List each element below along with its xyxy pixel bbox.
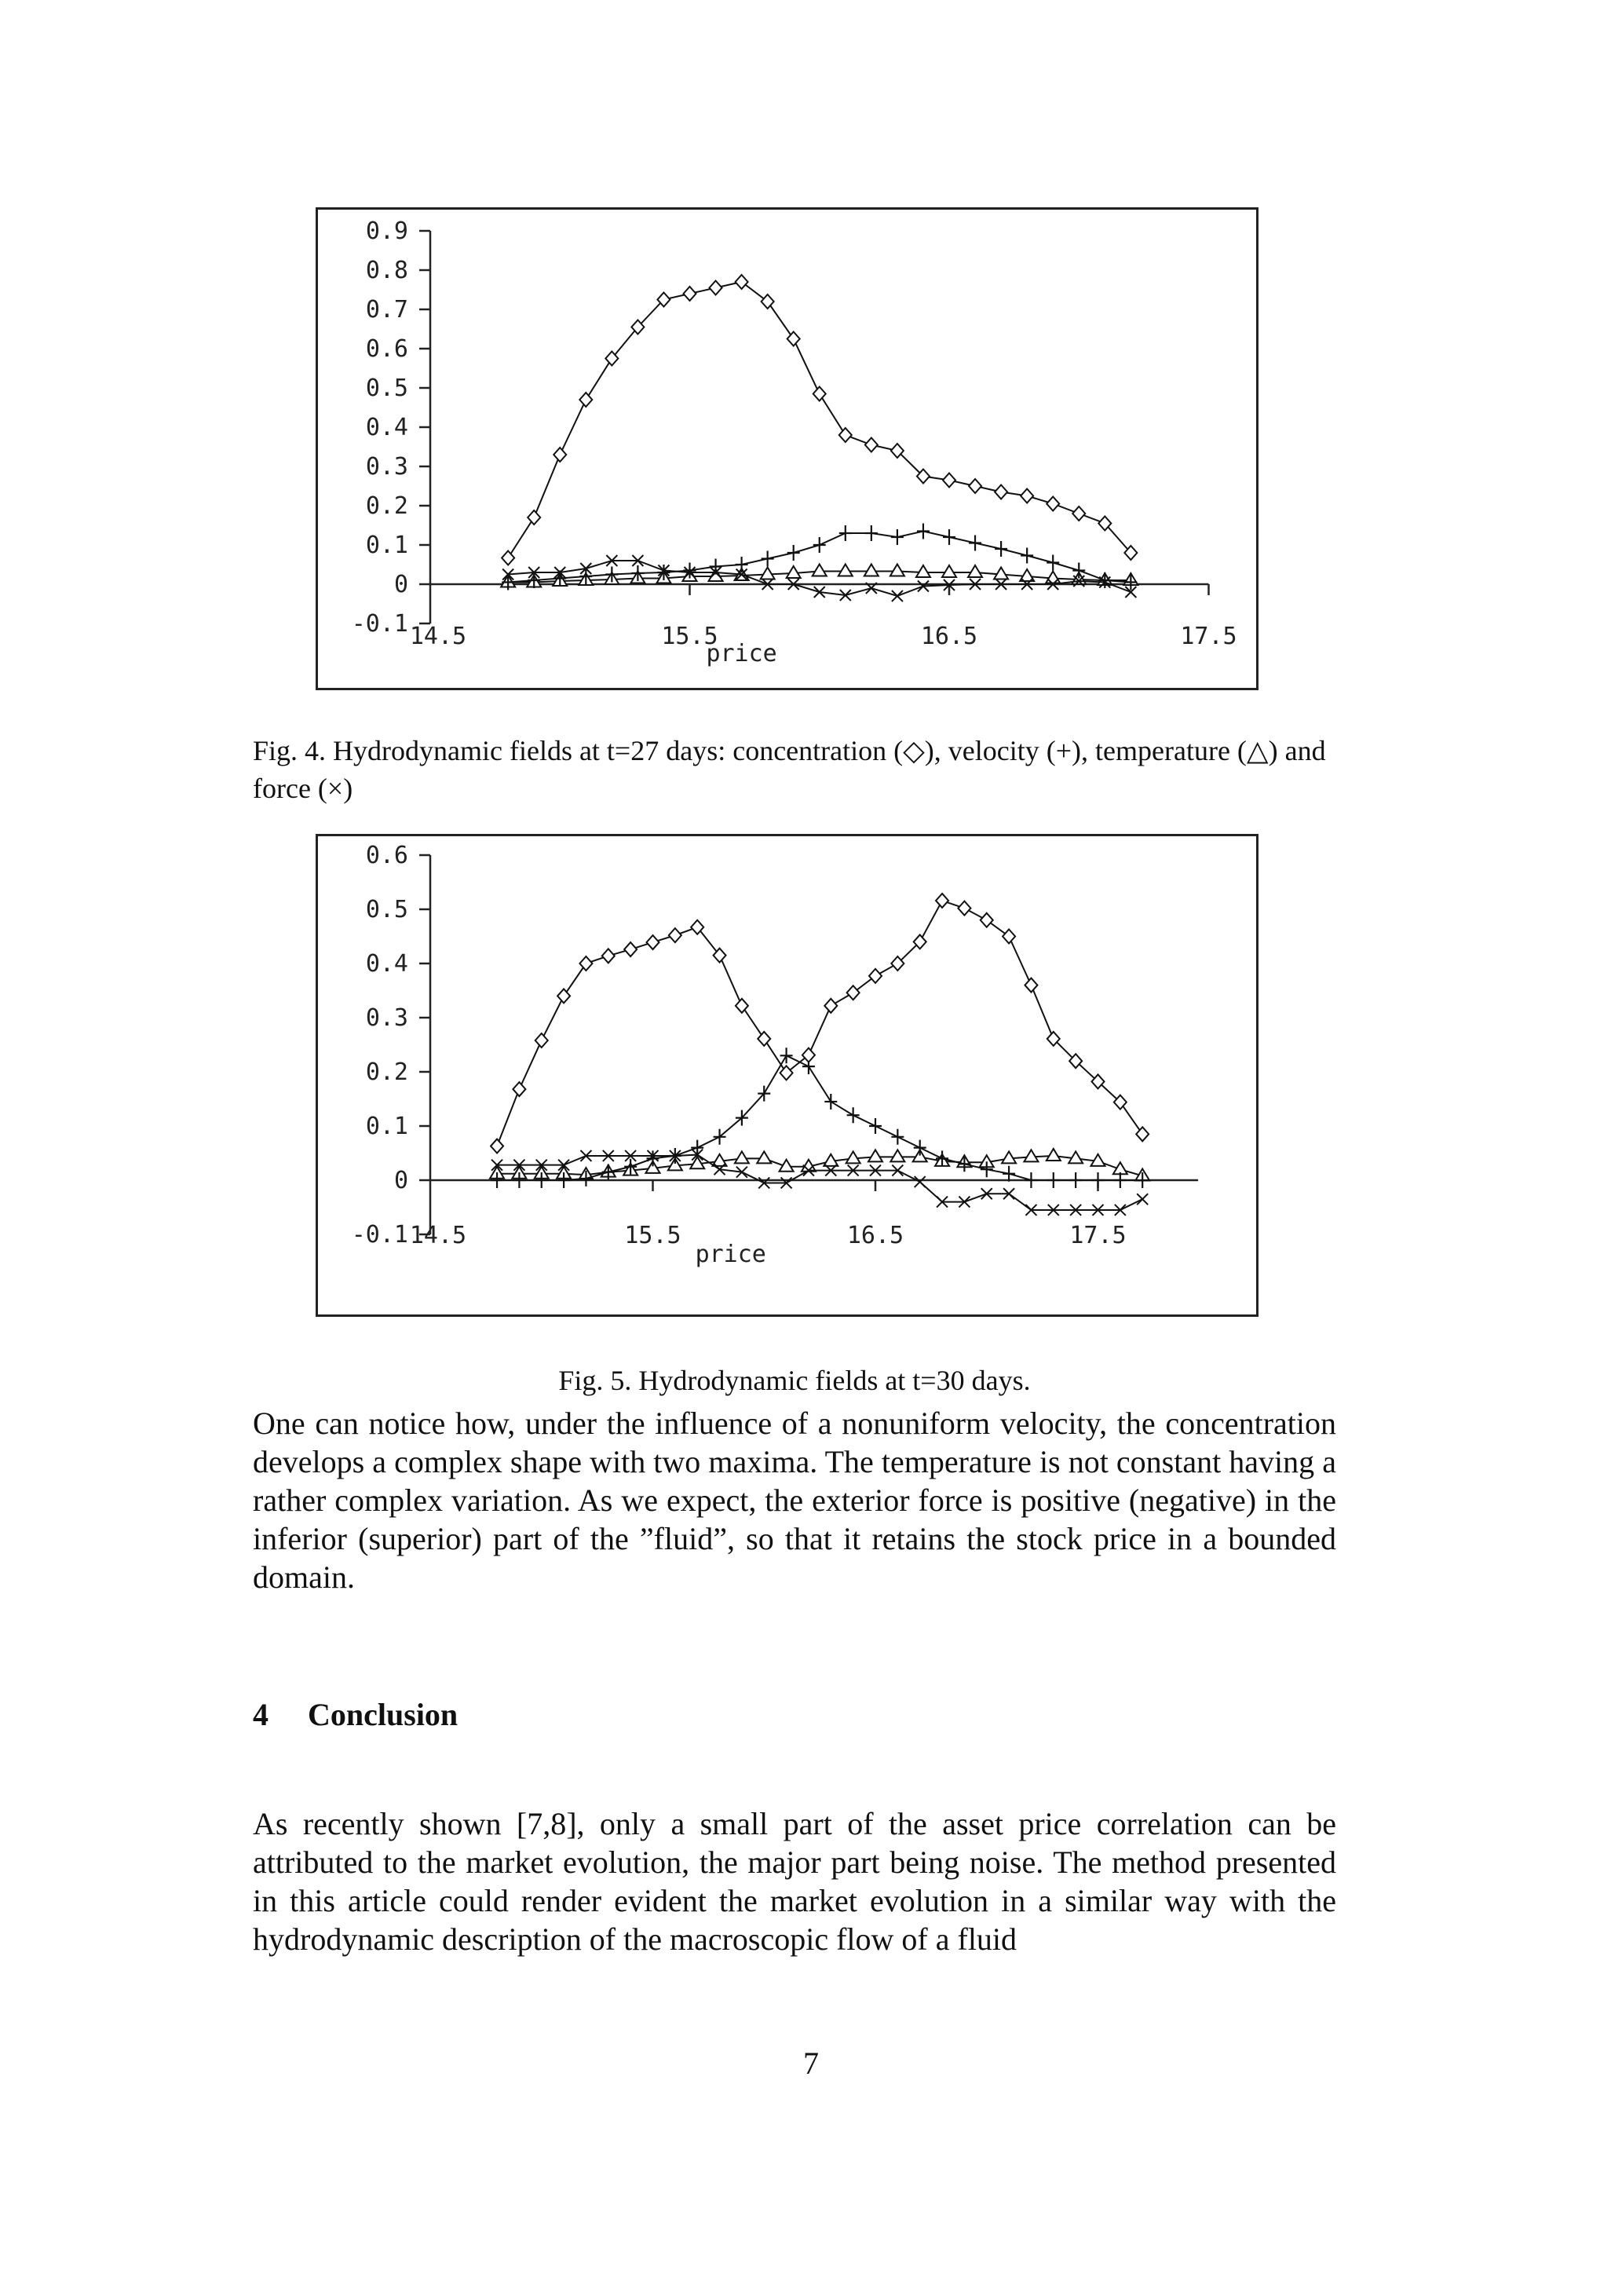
velocity-point [958,1156,970,1172]
concentration-point [936,894,948,908]
section-number: 4 [253,1697,269,1732]
temperature-point [846,1151,860,1163]
concentration-point [1047,497,1059,511]
concentration-point [535,1033,548,1047]
concentration-point [865,438,878,452]
concentration-point [502,551,514,565]
velocity-point [917,524,930,539]
concentration-point [579,393,592,407]
y-tick-label: 0.5 [365,375,408,402]
x-tick-label: 17.5 [1069,1222,1127,1249]
force-point [915,1176,926,1187]
figure-4-chart [316,207,1259,690]
concentration-point [995,485,1007,499]
concentration-point [1003,930,1015,944]
x-tick-label: 16.5 [846,1222,904,1249]
concentration-point [736,275,748,289]
velocity-point [1092,1172,1105,1188]
series-concentration [502,275,1137,565]
velocity-point [579,1171,592,1186]
velocity-line [497,1055,1142,1180]
series-concentration [491,894,1149,1153]
velocity-point [647,1150,659,1166]
concentration-point [813,387,826,401]
y-tick-label: 0.5 [365,896,408,923]
velocity-point [914,1140,926,1156]
figure-4-plot [318,210,1256,688]
temperature-point [838,565,853,576]
concentration-point [802,1048,815,1062]
y-tick-label: 0.1 [365,1113,408,1140]
x-tick-label: 15.5 [661,623,718,650]
concentration-point [624,942,637,956]
y-tick-label: -0.1 [351,610,408,638]
figure-5-caption: Fig. 5. Hydrodynamic fields at t=30 days. [558,1365,1031,1396]
concentration-point [1021,489,1033,503]
concentration-point [981,913,993,927]
force-point [892,590,903,601]
y-tick-label: 0 [393,1167,408,1194]
velocity-point [1003,1166,1015,1182]
concentration-point [602,949,615,963]
temperature-point [761,568,775,579]
velocity-point [1047,555,1059,571]
velocity-point [943,529,955,545]
y-tick-label: -0.1 [351,1221,408,1249]
x-tick-label: 14.5 [409,1222,467,1249]
concentration-point [553,448,566,462]
y-tick-label: 0.2 [365,1058,408,1086]
concentration-point [513,1082,525,1096]
axes [352,218,1237,667]
x-tick-label: 14.5 [409,623,467,650]
velocity-point [891,1129,904,1145]
temperature-point [787,566,801,578]
temperature-point [1047,1149,1061,1161]
velocity-point [969,536,981,551]
velocity-point [891,529,904,545]
y-tick-label: 0.3 [365,1004,408,1032]
body-paragraph: As recently shown [7,8], only a small part of the asset price correlation can be attributed to the market evolution, the major part being noise. The method presented in this article could render evident the market evolution in a similar way with the hydrodynamic description of the macroscopic flow of a fluid [253,1806,1336,1957]
velocity-point [787,545,800,561]
body-paragraph: One can notice how, under the influence of a nonuniform velocity, the concentration develops a complex shape with two maxima. The temperature is not constant having a rather complex variation. As we expect, the exterior force is positive (negative) in the inferior (superior) part of the ”fluid”, so that it retains the stock price in a bounded domain. [253,1406,1336,1595]
velocity-point [813,537,826,553]
x-tick-label: 16.5 [920,623,978,650]
temperature-point [735,1151,749,1163]
velocity-point [1021,548,1033,564]
velocity-point [869,1118,882,1134]
velocity-point [691,1140,703,1156]
y-tick-label: 0.4 [365,414,408,441]
concentration-point [869,969,882,983]
x-tick-label: 15.5 [624,1222,681,1249]
page-number: 7 [803,2046,819,2081]
velocity-point [865,525,878,541]
y-tick-label: 0.6 [365,335,408,363]
y-tick-label: 0.4 [365,950,408,978]
temperature-point [968,565,982,577]
velocity-point [1069,1172,1082,1188]
temperature-point [813,565,827,576]
concentration-point [1072,506,1085,521]
y-tick-label: 0.6 [365,842,408,869]
velocity-point [714,1129,726,1145]
x-axis-title: price [706,640,777,667]
y-tick-label: 0 [393,571,408,598]
concentration-point [557,989,570,1003]
temperature-point [994,568,1008,579]
temperature-point [890,1150,904,1161]
x-axis-title: price [695,1241,766,1268]
y-tick-label: 0.9 [365,218,408,245]
concentration-point [1025,978,1037,993]
force-line [497,1155,1142,1210]
section-heading [253,1696,458,1733]
concentration-point [824,999,837,1013]
concentration-point [780,1066,793,1080]
concentration-line [497,901,1142,1146]
figure-5-plot [318,836,1256,1314]
force-point [1137,1194,1148,1205]
concentration-point [647,935,659,949]
concentration-point [847,985,860,1000]
section-title: Conclusion [308,1697,458,1732]
x-tick-label: 17.5 [1180,623,1237,650]
y-tick-label: 0.2 [365,492,408,520]
concentration-point [528,510,540,525]
temperature-point [890,565,904,576]
temperature-point [1024,1150,1038,1161]
velocity-point [847,1107,860,1123]
velocity-point [1047,1172,1060,1188]
velocity-point [839,525,852,541]
velocity-point [762,551,774,567]
temperature-point [757,1151,771,1163]
concentration-point [491,1139,503,1153]
concentration-point [969,479,981,493]
velocity-point [1025,1172,1037,1188]
y-tick-label: 0.3 [365,453,408,481]
series-force [502,555,1136,601]
concentration-point [579,956,592,971]
concentration-point [839,428,852,442]
y-tick-label: 0.7 [365,296,408,324]
concentration-point [943,473,955,488]
figure-4-caption: Fig. 4. Hydrodynamic fields at t=27 days: concentration (◇), velocity (+), temperature (△) and force (×) [253,735,1326,804]
temperature-point [868,1150,882,1161]
y-tick-label: 0.8 [365,257,408,284]
velocity-point [995,541,1007,557]
temperature-point [1002,1151,1016,1163]
temperature-point [864,565,879,576]
concentration-point [669,928,681,942]
temperature-point [916,565,930,577]
y-tick-label: 0.1 [365,532,408,559]
figure-5-chart [316,834,1259,1317]
concentration-point [684,287,696,301]
concentration-line [508,282,1131,558]
concentration-point [958,901,970,916]
temperature-point [1046,572,1060,583]
temperature-line [497,1156,1142,1176]
temperature-point [942,565,956,577]
concentration-point [758,1032,770,1046]
velocity-point [780,1047,793,1063]
velocity-point [602,1164,615,1180]
series-velocity [491,1047,1149,1188]
concentration-point [736,999,748,1013]
concentration-point [710,281,722,295]
